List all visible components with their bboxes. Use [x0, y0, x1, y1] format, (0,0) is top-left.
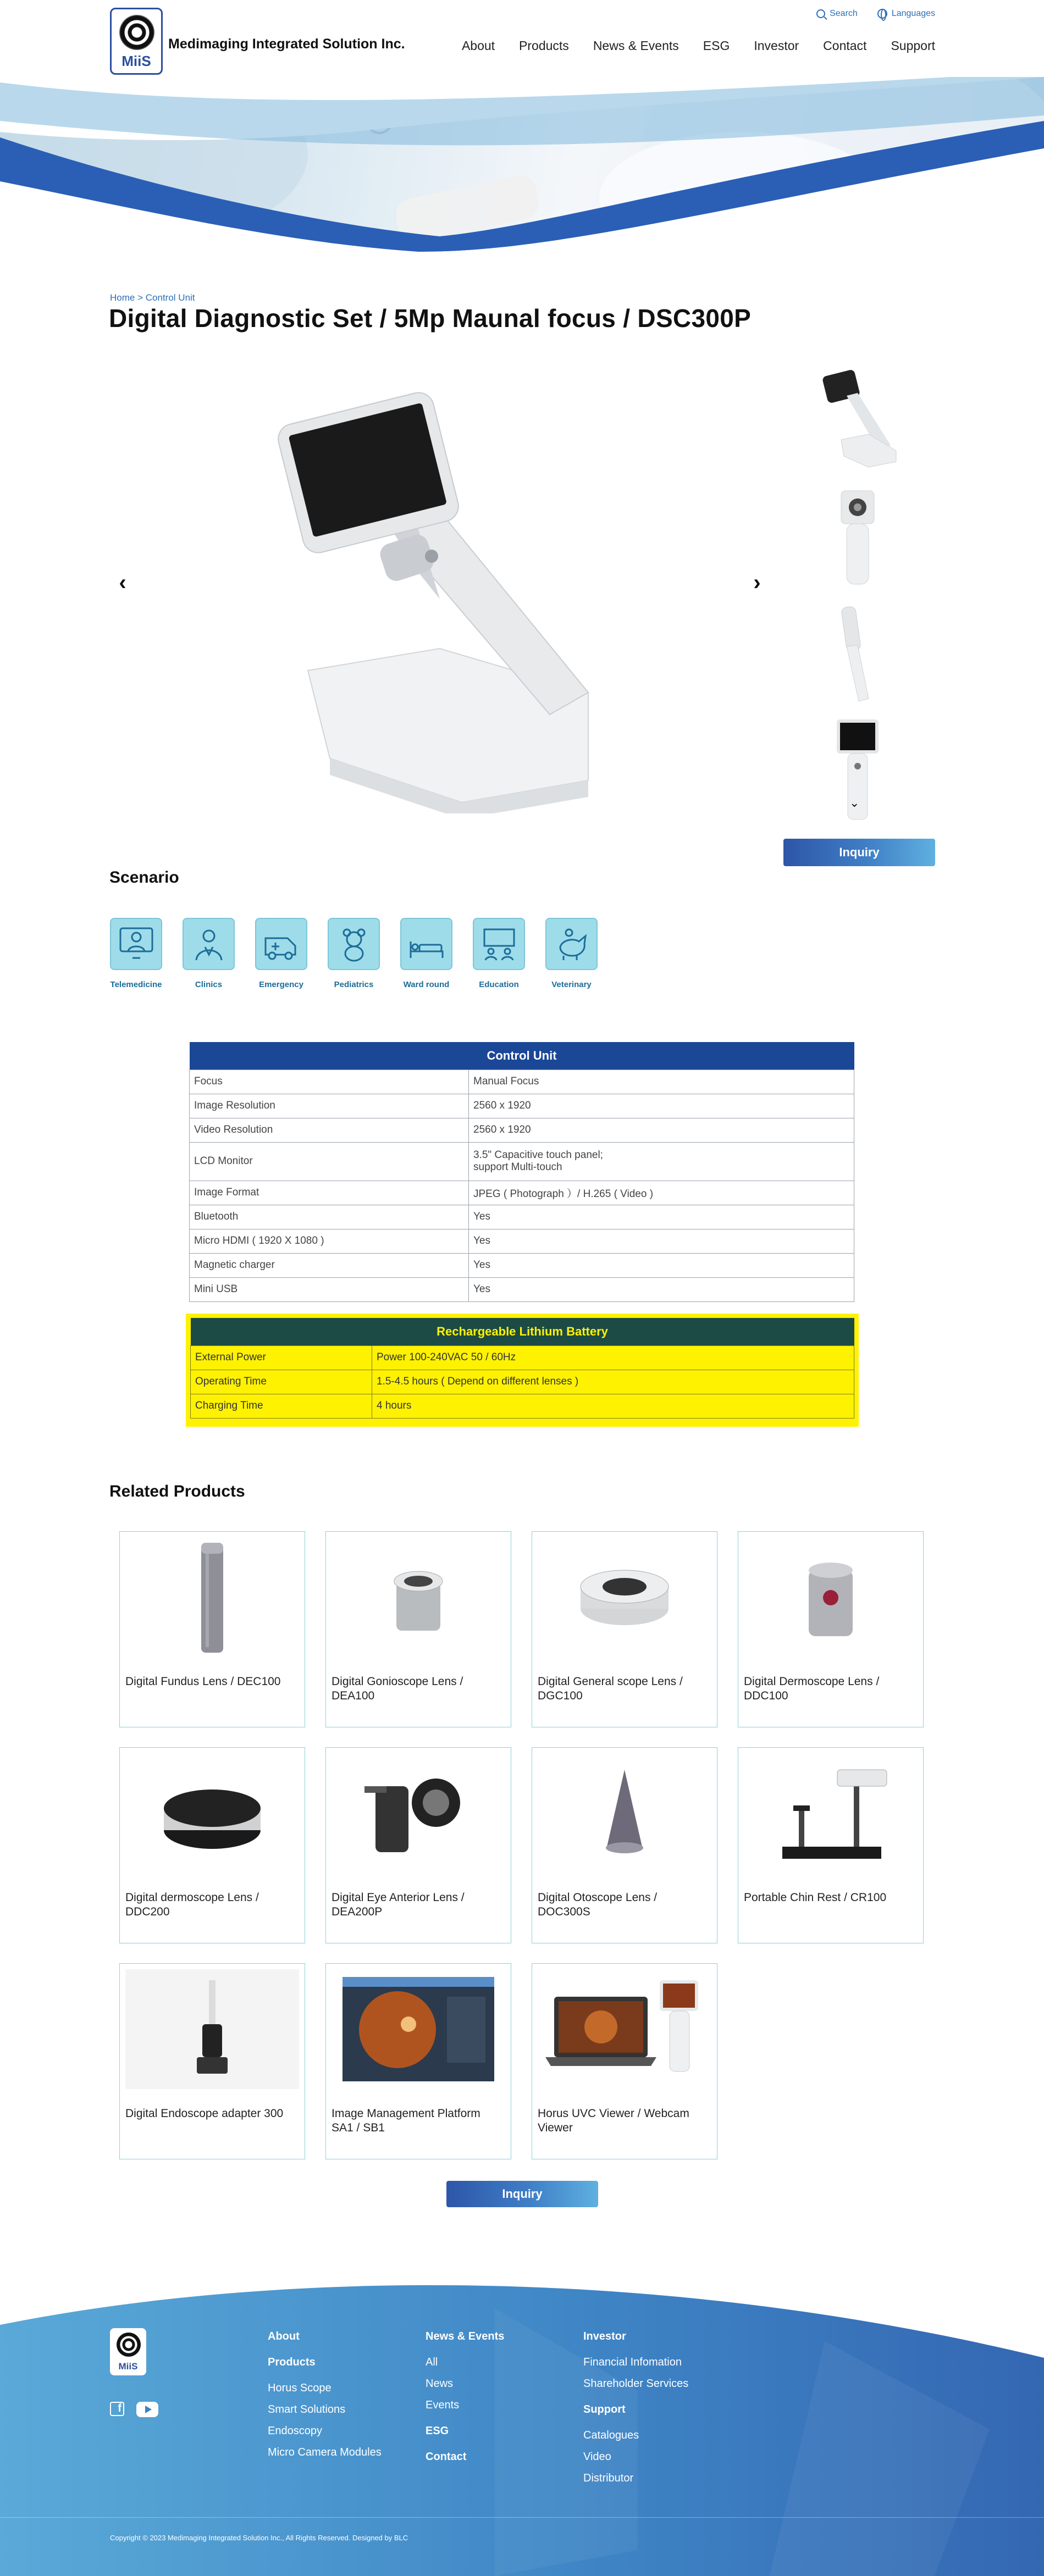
footer-link[interactable]: Catalogues — [583, 2429, 639, 2441]
related-products-grid — [119, 1531, 924, 2159]
doctor-icon — [183, 918, 235, 970]
product-name: Digital dermoscope Lens / DDC200 — [125, 1891, 259, 1919]
footer-link[interactable]: Endoscopy — [268, 2425, 322, 2437]
spec-value: 2560 x 1920 — [469, 1094, 854, 1118]
spec-key: Focus — [190, 1070, 469, 1094]
spec-value: Yes — [469, 1277, 854, 1301]
product-image — [332, 1753, 505, 1873]
spec-key: External Power — [191, 1345, 372, 1370]
footer-link[interactable]: Video — [583, 2451, 611, 2463]
spec-value: Yes — [469, 1229, 854, 1253]
table-row — [191, 1370, 854, 1394]
scenario-emergency[interactable] — [255, 918, 307, 989]
scenario-telemedicine[interactable] — [110, 918, 162, 989]
control-unit-header: Control Unit — [190, 1042, 854, 1070]
product-card[interactable] — [738, 1747, 924, 1943]
footer-link[interactable]: Distributor — [583, 2472, 634, 2484]
footer-logo-ring-icon — [117, 2333, 141, 2357]
breadcrumb-home[interactable]: Home — [110, 292, 135, 303]
product-card[interactable] — [325, 1963, 511, 2159]
product-name: Digital Fundus Lens / DEC100 — [125, 1675, 281, 1688]
scenario-label: Veterinary — [551, 980, 592, 989]
product-image — [125, 1537, 299, 1657]
product-card[interactable] — [119, 1531, 305, 1727]
breadcrumb — [110, 292, 195, 303]
search-icon — [816, 9, 825, 18]
footer-column-3 — [583, 2330, 688, 2494]
table-row — [191, 1394, 854, 1418]
spec-value-line: support Multi-touch — [473, 1161, 562, 1173]
product-image — [538, 1753, 711, 1873]
page-title: Digital Diagnostic Set / 5Mp Maunal focus / DSC300P — [109, 304, 752, 333]
product-card[interactable] — [325, 1531, 511, 1727]
battery-highlight — [186, 1314, 859, 1427]
social-links — [110, 2402, 158, 2417]
product-image — [332, 1969, 505, 2089]
spec-key: Bluetooth — [190, 1205, 469, 1229]
logo-text: MiiS — [121, 53, 151, 69]
spec-key: Image Resolution — [190, 1094, 469, 1118]
related-products-heading: Related Products — [109, 1482, 245, 1500]
footer-link-investor[interactable]: Investor — [583, 2330, 626, 2342]
table-row — [190, 1070, 854, 1094]
product-image — [538, 1969, 711, 2089]
logo-ring-icon — [119, 15, 154, 50]
footer-link[interactable]: All — [426, 2356, 438, 2368]
hero-banner — [0, 60, 1044, 269]
table-row — [190, 1229, 854, 1253]
scenario-label: Education — [479, 980, 519, 989]
carousel-prev-arrow[interactable]: ‹ — [119, 570, 126, 595]
product-card[interactable] — [532, 1963, 717, 2159]
inquiry-button-bottom[interactable]: Inquiry — [446, 2181, 598, 2207]
product-name: Digital Eye Anterior Lens / DEA200P — [332, 1891, 465, 1919]
breadcrumb-current[interactable]: Control Unit — [145, 292, 195, 303]
product-card[interactable] — [119, 1747, 305, 1943]
spec-value: 1.5-4.5 hours ( Depend on different lenses ) — [372, 1370, 854, 1394]
carousel-next-arrow[interactable]: › — [753, 570, 761, 595]
table-row — [190, 1094, 854, 1118]
product-image — [744, 1753, 918, 1873]
site-header — [0, 0, 1044, 77]
nav-support[interactable]: Support — [891, 38, 935, 53]
ambulance-icon — [255, 918, 307, 970]
spec-value: 2560 x 1920 — [469, 1118, 854, 1142]
product-name: Horus UVC Viewer / Webcam Viewer — [538, 2107, 689, 2135]
nav-products[interactable]: Products — [519, 38, 569, 53]
languages-link[interactable] — [877, 9, 935, 19]
scenario-label: Clinics — [195, 980, 223, 989]
youtube-icon[interactable] — [136, 2402, 158, 2417]
search-label: Search — [830, 9, 858, 18]
table-row — [191, 1345, 854, 1370]
table-row — [190, 1118, 854, 1142]
utility-links — [816, 9, 935, 19]
teddy-bear-icon — [328, 918, 380, 970]
thumbnail-3[interactable] — [814, 597, 902, 707]
table-row — [190, 1253, 854, 1277]
product-name: Digital Otoscope Lens / DOC300S — [538, 1891, 658, 1919]
spec-key: Video Resolution — [190, 1118, 469, 1142]
product-card[interactable] — [738, 1531, 924, 1727]
battery-header: Rechargeable Lithium Battery — [191, 1318, 854, 1345]
table-row — [190, 1181, 854, 1205]
veterinary-icon — [545, 918, 598, 970]
scenario-label: Ward round — [403, 980, 450, 989]
spec-key: Micro HDMI ( 1920 X 1080 ) — [190, 1229, 469, 1253]
table-row — [190, 1142, 854, 1181]
product-card[interactable] — [325, 1747, 511, 1943]
facebook-icon[interactable]: f — [110, 2402, 124, 2416]
footer-column-2 — [426, 2330, 504, 2477]
site-logo[interactable] — [110, 8, 163, 75]
scenario-pediatrics[interactable] — [328, 918, 380, 989]
product-name: Digital Dermoscope Lens / DDC100 — [744, 1675, 880, 1703]
nav-about[interactable]: About — [461, 38, 495, 53]
nav-esg[interactable]: ESG — [703, 38, 730, 53]
spec-key: Charging Time — [191, 1394, 372, 1418]
scenario-label: Pediatrics — [334, 980, 374, 989]
main-nav — [462, 38, 935, 53]
spec-value: 4 hours — [372, 1394, 854, 1418]
battery-table — [190, 1318, 854, 1419]
footer-link-support[interactable]: Support — [583, 2403, 626, 2416]
spec-value: Yes — [469, 1205, 854, 1229]
footer-link[interactable]: Events — [426, 2399, 460, 2411]
footer-link[interactable]: Horus Scope — [268, 2382, 332, 2394]
thumbnail-2[interactable] — [814, 480, 902, 590]
globe-icon — [877, 9, 887, 19]
spec-value: Power 100-240VAC 50 / 60Hz — [372, 1345, 854, 1370]
product-image — [125, 1753, 299, 1873]
languages-label: Languages — [891, 9, 935, 18]
footer-link[interactable]: Shareholder Services — [583, 2378, 689, 2390]
scenario-veterinary[interactable] — [545, 918, 598, 989]
footer-link[interactable]: Micro Camera Modules — [268, 2446, 382, 2458]
spec-key: Magnetic charger — [190, 1253, 469, 1277]
footer-link-about[interactable]: About — [268, 2330, 300, 2342]
footer-link[interactable]: Financial Infomation — [583, 2356, 682, 2368]
banner-art — [0, 60, 1044, 269]
brand-name[interactable]: Medimaging Integrated Solution Inc. — [168, 36, 405, 52]
inquiry-button-top[interactable]: Inquiry — [783, 839, 935, 866]
footer-logo-text: MiiS — [118, 2361, 138, 2372]
spec-value-line: 3.5" Capacitive touch panel; — [473, 1149, 603, 1161]
telemedicine-icon — [110, 918, 162, 970]
footer-logo[interactable] — [110, 2328, 146, 2375]
nav-investor[interactable]: Investor — [754, 38, 799, 53]
scenario-list — [110, 918, 598, 989]
copyright: Copyright © 2023 Medimaging Integrated Solution Inc., All Rights Reserved. Designed by BLC — [110, 2534, 408, 2542]
thumbnail-down-chevron-icon[interactable]: ⌄ — [849, 796, 860, 810]
nav-contact[interactable]: Contact — [823, 38, 867, 53]
product-image — [332, 1537, 505, 1657]
spec-key: Mini USB — [190, 1277, 469, 1301]
scenario-ward-round[interactable] — [400, 918, 452, 989]
product-image — [125, 1969, 299, 2089]
product-name: Digital Endoscope adapter 300 — [125, 2107, 284, 2120]
product-main-image — [132, 363, 764, 813]
footer-link-news-events[interactable]: News & Events — [426, 2330, 505, 2342]
product-image — [538, 1537, 711, 1657]
spec-key: Image Format — [190, 1181, 469, 1205]
scenario-label: Emergency — [259, 980, 303, 989]
scenario-heading: Scenario — [109, 868, 179, 887]
control-unit-table — [189, 1042, 854, 1302]
footer-column-1 — [268, 2330, 382, 2468]
spec-key: LCD Monitor — [190, 1142, 469, 1181]
footer-link-esg[interactable]: ESG — [426, 2425, 449, 2437]
search-link[interactable] — [816, 9, 858, 19]
footer-link[interactable]: Smart Solutions — [268, 2403, 346, 2416]
product-image — [744, 1537, 918, 1657]
spec-value: Yes — [469, 1253, 854, 1277]
table-row — [190, 1277, 854, 1301]
footer-link-products[interactable]: Products — [268, 2356, 316, 2368]
spec-value: JPEG ( Photograph ）/ H.265 ( Video ) — [469, 1181, 854, 1205]
thumbnail-1[interactable] — [814, 363, 902, 473]
spec-value: Manual Focus — [469, 1070, 854, 1094]
product-name: Portable Chin Rest / CR100 — [744, 1891, 887, 1904]
footer-link-contact[interactable]: Contact — [426, 2451, 467, 2463]
classroom-icon — [473, 918, 525, 970]
scenario-education[interactable] — [473, 918, 525, 989]
product-name: Image Management Platform SA1 / SB1 — [332, 2107, 480, 2135]
spec-key: Operating Time — [191, 1370, 372, 1394]
product-card[interactable] — [532, 1531, 717, 1727]
nav-news-events[interactable]: News & Events — [593, 38, 679, 53]
breadcrumb-separator: > — [137, 292, 143, 303]
footer-wave-background — [0, 2275, 1044, 2576]
product-card[interactable] — [119, 1963, 305, 2159]
footer-divider — [0, 2517, 1044, 2518]
scenario-label: Telemedicine — [110, 980, 162, 989]
hospital-bed-icon — [400, 918, 452, 970]
spec-value — [469, 1142, 854, 1181]
product-name: Digital General scope Lens / DGC100 — [538, 1675, 683, 1703]
footer-link[interactable]: News — [426, 2378, 454, 2390]
product-card[interactable] — [532, 1747, 717, 1943]
site-footer — [0, 2275, 1044, 2576]
scenario-clinics[interactable] — [183, 918, 235, 989]
thumbnail-strip — [814, 363, 902, 831]
product-name: Digital Gonioscope Lens / DEA100 — [332, 1675, 463, 1703]
table-row — [190, 1205, 854, 1229]
